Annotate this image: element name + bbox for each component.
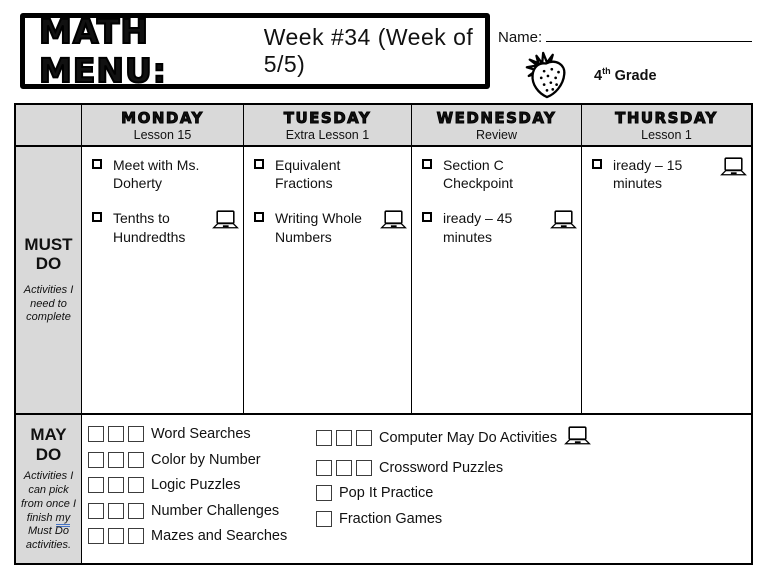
may-do-right-column <box>316 426 747 563</box>
must-do-item: Section C Checkpoint <box>422 156 577 192</box>
name-input-line[interactable] <box>546 28 752 42</box>
checkbox[interactable] <box>592 159 602 169</box>
checkbox[interactable] <box>356 460 372 476</box>
may-do-description: Activities I can pick from once I finish my Must Do activities. <box>20 470 77 552</box>
may-do-item: Computer May Do Activities <box>316 426 747 450</box>
checkbox[interactable] <box>108 503 124 519</box>
checkbox[interactable] <box>128 426 144 442</box>
grammar-underlined-word: my <box>56 512 71 527</box>
checkbox[interactable] <box>128 503 144 519</box>
must-do-item: Writing Whole Numbers <box>254 209 407 245</box>
checkbox[interactable] <box>316 511 332 527</box>
may-do-item: Word Searches <box>88 426 316 442</box>
checkbox[interactable] <box>88 477 104 493</box>
checkbox[interactable] <box>336 460 352 476</box>
checkbox[interactable] <box>88 503 104 519</box>
checkbox[interactable] <box>108 426 124 442</box>
checkbox[interactable] <box>316 460 332 476</box>
checkbox[interactable] <box>128 477 144 493</box>
checkbox[interactable] <box>422 212 432 222</box>
may-do-item: Fraction Games <box>316 511 747 527</box>
must-do-item: iready – 15 minutes <box>592 156 747 192</box>
must-do-item: iready – 45 minutes <box>422 209 577 245</box>
must-do-cell-thursday <box>582 147 751 415</box>
day-header-thursday: THURSDAY Lesson 1 <box>582 105 751 147</box>
checkbox[interactable] <box>422 159 432 169</box>
checkbox[interactable] <box>108 452 124 468</box>
checkbox[interactable] <box>254 159 264 169</box>
checkbox[interactable] <box>128 528 144 544</box>
checkbox[interactable] <box>88 452 104 468</box>
may-do-item: Color by Number <box>88 452 316 468</box>
checkbox[interactable] <box>316 485 332 501</box>
name-label: Name: <box>498 29 543 46</box>
checkbox[interactable] <box>254 212 264 222</box>
corner-cell <box>16 105 82 147</box>
may-do-left-column <box>88 426 316 563</box>
may-do-item: Logic Puzzles <box>88 477 316 493</box>
checkbox[interactable] <box>316 430 332 446</box>
checkbox[interactable] <box>108 528 124 544</box>
may-do-label-cell <box>16 415 82 563</box>
must-do-cell-wednesday <box>412 147 582 415</box>
day-header-wednesday: WEDNESDAY Review <box>412 105 582 147</box>
may-do-item: Mazes and Searches <box>88 528 316 544</box>
laptop-icon <box>550 210 577 234</box>
may-do-item: Crossword Puzzles <box>316 460 747 476</box>
may-do-item: Pop It Practice <box>316 485 747 501</box>
may-do-item: Number Challenges <box>88 503 316 519</box>
checkbox[interactable] <box>92 159 102 169</box>
day-header-tuesday: TUESDAY Extra Lesson 1 <box>244 105 412 147</box>
day-header-monday: MONDAY Lesson 15 <box>82 105 244 147</box>
laptop-icon <box>380 210 407 234</box>
must-do-label: MUST DO <box>24 234 73 274</box>
checkbox[interactable] <box>92 212 102 222</box>
checkbox[interactable] <box>336 430 352 446</box>
checkbox[interactable] <box>356 430 372 446</box>
checkbox[interactable] <box>88 528 104 544</box>
strawberry-icon <box>523 50 571 100</box>
page-subtitle: Week #34 (Week of 5/5) <box>263 24 474 77</box>
must-do-item: Tenths to Hundredths <box>92 209 239 245</box>
name-row <box>498 28 752 46</box>
checkbox[interactable] <box>128 452 144 468</box>
may-do-label: MAY DO <box>30 425 67 464</box>
laptop-icon <box>564 426 591 450</box>
checkbox[interactable] <box>108 477 124 493</box>
page-title: MATH MENU: <box>39 12 167 90</box>
checkbox[interactable] <box>88 426 104 442</box>
must-do-description: Activities I need to complete <box>23 283 74 324</box>
may-do-content-cell <box>82 415 751 563</box>
laptop-icon <box>720 157 747 181</box>
must-do-item: Meet with Ms. Doherty <box>92 156 239 192</box>
must-do-item: Equivalent Fractions <box>254 156 407 192</box>
title-box <box>20 13 490 89</box>
grade-label: 4th Grade <box>594 66 657 84</box>
must-do-label-cell <box>16 147 82 415</box>
laptop-icon <box>212 210 239 234</box>
math-menu-table <box>14 103 753 565</box>
must-do-cell-monday <box>82 147 244 415</box>
must-do-cell-tuesday <box>244 147 412 415</box>
